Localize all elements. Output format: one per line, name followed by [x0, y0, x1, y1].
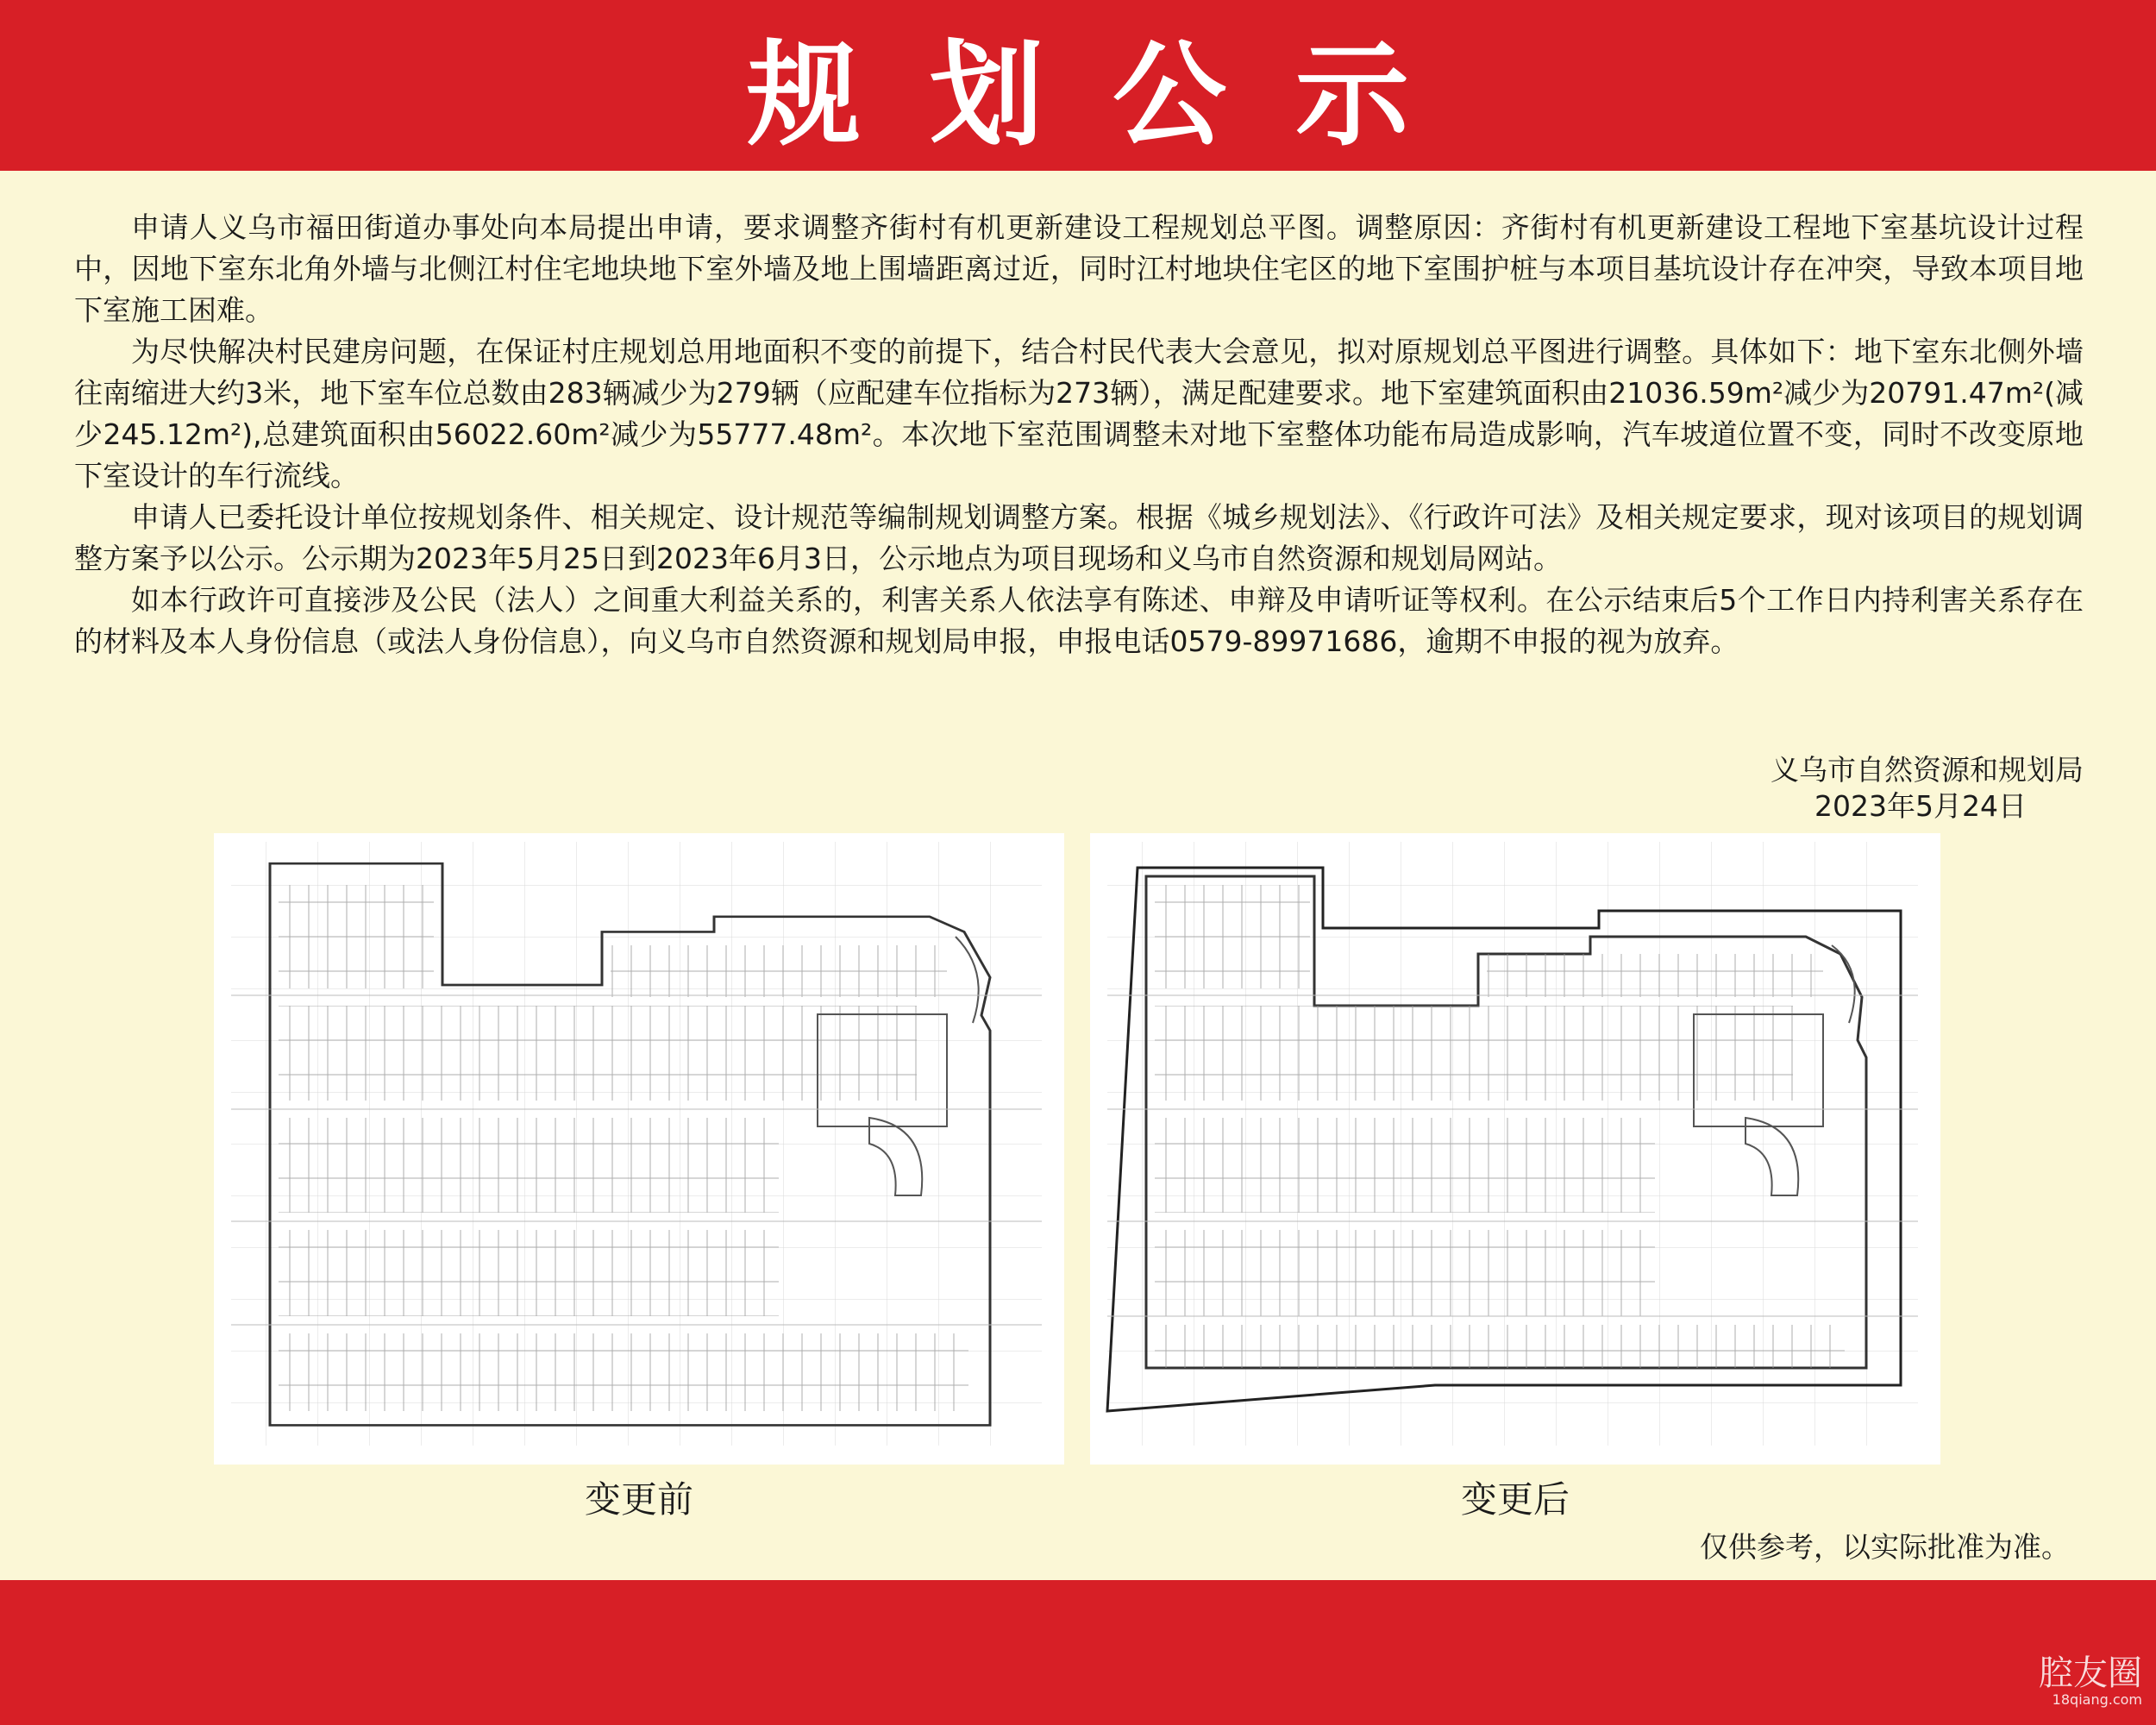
notice-date: 2023年5月24日: [1814, 789, 2027, 823]
authority-name: 义乌市自然资源和规划局: [1771, 753, 2084, 787]
paragraph-1: 申请人义乌市福田街道办事处向本局提出申请，要求调整齐街村有机更新建设工程规划总平图。调整原因：齐街村有机更新建设工程地下室基坑设计过程中，因地下室东北角外墙与北侧江村住宅地块地下室外墙及地上围墙距离过近，同时江村地块住宅区的地下室围护桩与本项目基坑设计存在冲突，导致本项目地下室施工困难。: [74, 210, 2084, 327]
paragraph-4: 如本行政许可直接涉及公民（法人）之间重大利益关系的，利害关系人依法享有陈述、申辩及申请听证等权利。在公示结束后5个工作日内持利害关系存在的材料及本人身份信息（或法人身份信息），向义乌市自然资源和规划局申报，申报电话0579-89971686，逾期不申报的视为放弃。: [74, 583, 2084, 658]
signature-block: [1566, 752, 2084, 825]
caption-after: 变更后: [1460, 1478, 1570, 1521]
page-title: 规划公示: [747, 29, 1478, 162]
watermark-logo: 腔友圈: [2039, 1653, 2142, 1693]
watermark-site: 18qiang.com: [2052, 1691, 2142, 1708]
paragraph-2: 为尽快解决村民建房问题，在保证村庄规划总用地面积不变的前提下，结合村民代表大会意见，拟对原规划总平图进行调整。具体如下：地下室东北侧外墙往南缩进大约3米，地下室车位总数由283辆减少为279辆（应配建车位指标为273辆），满足配建要求。地下室建筑面积由21036.59m²减少为20791.47m²(减少245.12m²),总建筑面积由56022.60m²减少为55777.48m²。本次地下室范围调整未对地下室整体功能布局造成影响，汽车坡道位置不变，同时不改变原地下室设计的车行流线。: [74, 335, 2084, 492]
watermark: [2039, 1654, 2142, 1708]
plan-after-image: [1090, 833, 1940, 1465]
bottom-banner: [0, 1580, 2156, 1725]
caption-before: 变更前: [584, 1478, 693, 1521]
paragraph-3: 申请人已委托设计单位按规划条件、相关规定、设计规范等编制规划调整方案。根据《城乡规划法》、《行政许可法》及相关规定要求，现对该项目的规划调整方案予以公示。公示期为2023年5月25日到2023年6月3日，公示地点为项目现场和义乌市自然资源和规划局网站。: [74, 500, 2084, 575]
floor-plan-before-drawing: [214, 833, 1064, 1465]
disclaimer: 仅供参考，以实际批准为准。: [1700, 1530, 2070, 1564]
floor-plan-after-drawing: [1090, 833, 1940, 1465]
notice-body: [74, 207, 2084, 662]
top-banner: [0, 0, 2156, 171]
plan-before-image: [214, 833, 1064, 1465]
